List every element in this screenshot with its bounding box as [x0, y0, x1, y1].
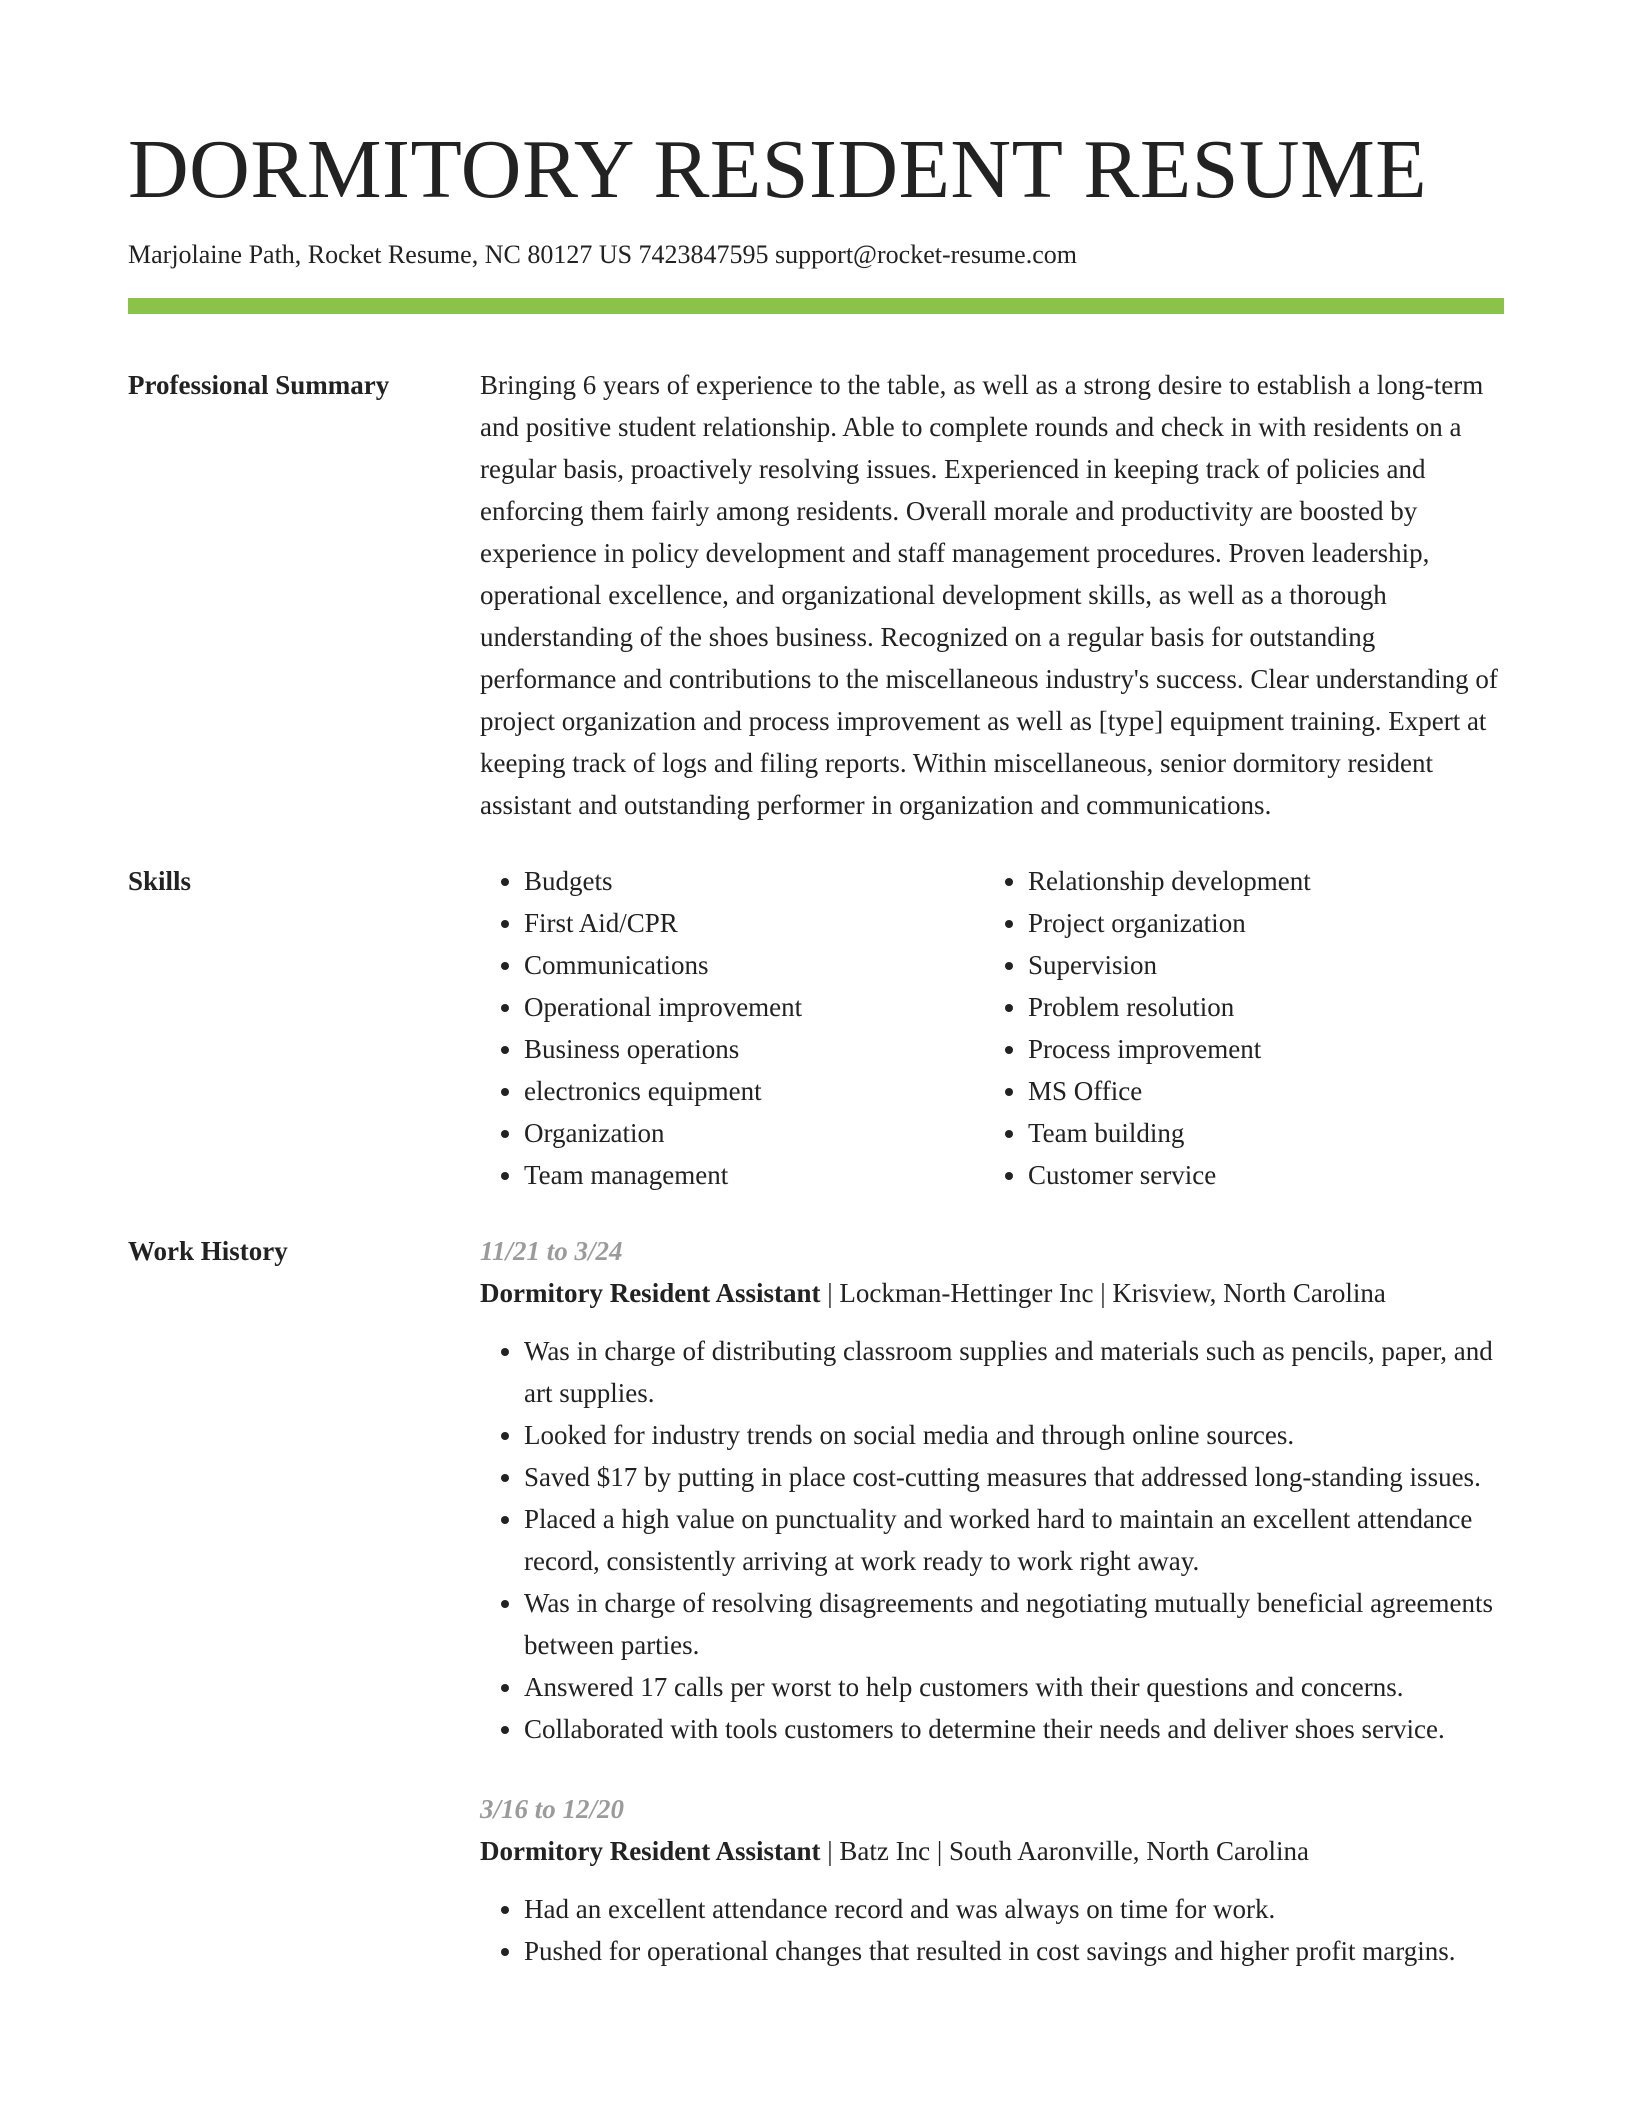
contact-line: Marjolaine Path, Rocket Resume, NC 80127 US 7423847595 support@rocket-resume.com: [128, 240, 1077, 269]
skill-item: • Process improvement: [1028, 1028, 1488, 1070]
resume-title: DORMITORY RESIDENT RESUME: [128, 123, 1428, 216]
job-header: [480, 1830, 1504, 1872]
duty-item: • Pushed for operational changes that resulted in cost savings and higher profit margins.: [524, 1930, 1504, 1972]
duty-item: • Saved $17 by putting in place cost-cutting measures that addressed long-standing issues.: [524, 1456, 1504, 1498]
skill-item: • Communications: [524, 944, 984, 986]
skill-item: • Budgets: [524, 860, 984, 902]
skill-item: • Team building: [1028, 1112, 1488, 1154]
duty-item: • Had an excellent attendance record and was always on time for work.: [524, 1888, 1504, 1930]
duty-item: • Was in charge of resolving disagreements and negotiating mutually beneficial agreements between parties.: [524, 1582, 1504, 1666]
job-company-location: | Lockman-Hettinger Inc | Krisview, North Carolina: [820, 1278, 1386, 1308]
job-entry: [480, 1788, 1504, 1972]
duty-item: • Collaborated with tools customers to determine their needs and deliver shoes service.: [524, 1708, 1504, 1750]
summary-heading: Professional Summary: [128, 370, 390, 400]
skill-item: • Operational improvement: [524, 986, 984, 1028]
work-history-body: [480, 1230, 1504, 1972]
job-dates: 11/21 to 3/24: [480, 1236, 623, 1266]
skills-columns: [480, 860, 1504, 1196]
skills-heading: Skills: [128, 866, 192, 896]
skill-item: • First Aid/CPR: [524, 902, 984, 944]
job-title: Dormitory Resident Assistant: [480, 1836, 821, 1866]
skill-item: • Customer service: [1028, 1154, 1488, 1196]
duty-item: • Looked for industry trends on social media and through online sources.: [524, 1414, 1504, 1456]
resume-page: [128, 0, 1504, 1972]
skill-item: • Supervision: [1028, 944, 1488, 986]
skill-item: • electronics equipment: [524, 1070, 984, 1112]
skills-section: [128, 860, 1504, 1196]
skill-item: • Problem resolution: [1028, 986, 1488, 1028]
skill-item: • MS Office: [1028, 1070, 1488, 1112]
summary-section: [128, 364, 1504, 826]
work-history-section: [128, 1230, 1504, 1972]
skill-item: • Relationship development: [1028, 860, 1488, 902]
skill-item: • Organization: [524, 1112, 984, 1154]
summary-text: Bringing 6 years of experience to the table, as well as a strong desire to establish a long-term and positive student relationship. Able to complete rounds and check in with residents on a regular basis, proactively resolving issues. Experienced in keeping track of policies and enforcing them fairly among residents. Overall morale and productivity are boosted by experience in policy development and staff management procedures. Proven leadership, operational excellence, and organizational development skills, as well as a thorough understanding of the shoes business. Recognized on a regular basis for outstanding performance and contributions to the miscellaneous industry's success. Clear understanding of project organization and process improvement as well as [type] equipment training. Expert at keeping track of logs and filing reports. Within miscellaneous, senior dormitory resident assistant and outstanding performer in organization and communications.: [480, 370, 1498, 820]
duty-item: • Answered 17 calls per worst to help customers with their questions and concerns.: [524, 1666, 1504, 1708]
job-entry: [480, 1230, 1504, 1750]
job-duties: [480, 1888, 1504, 1972]
duty-item: • Was in charge of distributing classroom supplies and materials such as pencils, paper, and art supplies.: [524, 1330, 1504, 1414]
job-company-location: | Batz Inc | South Aaronville, North Carolina: [820, 1836, 1309, 1866]
job-title: Dormitory Resident Assistant: [480, 1278, 821, 1308]
skill-item: • Business operations: [524, 1028, 984, 1070]
job-duties: [480, 1330, 1504, 1750]
skill-item: • Team management: [524, 1154, 984, 1196]
duty-item: • Placed a high value on punctuality and worked hard to maintain an excellent attendance record, consistently arriving at work ready to work right away.: [524, 1498, 1504, 1582]
accent-divider: [128, 298, 1504, 314]
job-dates: 3/16 to 12/20: [480, 1794, 625, 1824]
job-header: [480, 1272, 1504, 1314]
skill-item: • Project organization: [1028, 902, 1488, 944]
skills-list-left: [480, 860, 984, 1196]
work-history-heading: Work History: [128, 1236, 288, 1266]
skills-list-right: [984, 860, 1488, 1196]
